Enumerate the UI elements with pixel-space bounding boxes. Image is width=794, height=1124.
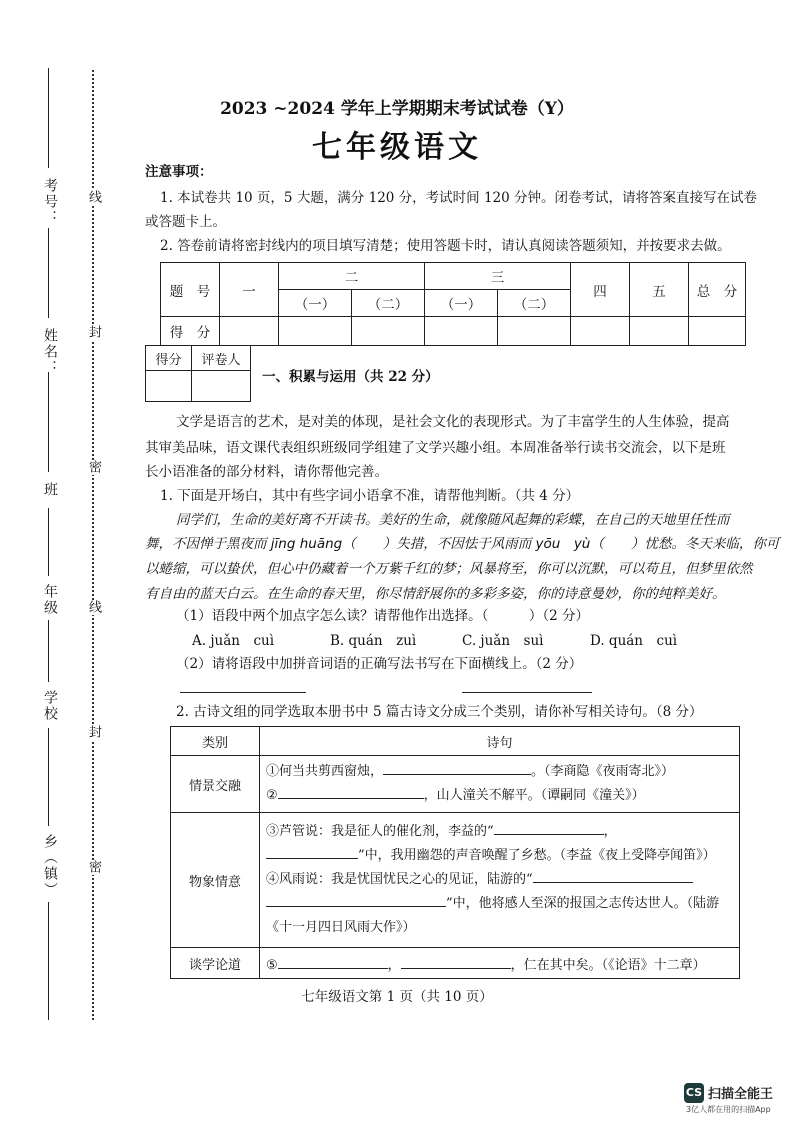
intro-line: 长小语准备的部分材料，请你帮他完善。 — [145, 464, 388, 480]
poem-source: ”中，他将感人至深的报国之志传达世人。（陆游 — [446, 896, 720, 911]
section-title: 一、积累与运用（共 22 分） — [262, 369, 439, 385]
note-item: 2. 答卷前请将密封线内的项目填写清楚；使用答题卡时，请认真阅读答题须知，并按要求去做。 — [160, 238, 731, 254]
category-cell: 情景交融 — [171, 756, 260, 813]
seal-char: 线 — [86, 600, 101, 615]
grader-reviewer-label: 评卷人 — [192, 346, 251, 371]
poem-source: ，山人潼关不解平。（谭嗣同《潼关》） — [423, 788, 645, 803]
score-cell[interactable] — [689, 317, 746, 346]
poem-source: ”中，我用幽怨的声音唤醒了乡愁。（李益《夜上受降亭闻笛》） — [358, 848, 716, 863]
seal-char: 封 — [86, 725, 101, 740]
score-cell[interactable] — [279, 317, 352, 346]
passage-line: 舞，不因惮于黑夜而 jīng huāng（ ）失措，不因怯于风雨而 yōu yù（ ）忧愁。冬天来临，你可 — [145, 536, 780, 552]
township-label: 乡（镇） — [42, 834, 58, 898]
fill-blank[interactable] — [266, 844, 358, 859]
seal-char: 线 — [86, 190, 101, 205]
passage-line: 有自由的蓝天白云。在生命的春天里，你尽情舒展你的多彩多姿，你的诗意曼妙，你的纯粹美好。 — [145, 586, 726, 602]
sub-col: （二） — [352, 290, 425, 317]
grader-score-cell[interactable] — [146, 371, 192, 402]
poem-line: ③芦管说：我是征人的催化剂，李益的“ — [266, 824, 494, 839]
intro-line: 其审美品味，语文课代表组织班级同学组建了文学兴趣小组。本周准备举行读书交流会，以下是班 — [145, 440, 726, 456]
answer-line[interactable] — [462, 692, 592, 693]
category-header: 类别 — [171, 727, 260, 756]
seal-char: 密 — [86, 860, 101, 875]
fill-blank[interactable] — [494, 820, 604, 835]
option-a[interactable]: A. juǎn cuì — [192, 633, 275, 649]
category-cell: 谈学论道 — [171, 948, 260, 979]
question-number-header: 题 号 — [161, 263, 220, 317]
passage-line: 同学们，生命的美好离不开读书。美好的生命，就像随风起舞的彩蝶，在自己的天地里任性而 — [176, 512, 730, 528]
exam-title: 七年级语文 — [312, 130, 482, 165]
answer-line[interactable] — [180, 692, 306, 693]
col-one: 一 — [220, 263, 279, 317]
poem-line: ④风雨说：我是忧国忧民之心的见证，陆游的“ — [266, 872, 533, 887]
fill-blank[interactable] — [278, 784, 424, 799]
fill-blank[interactable] — [266, 892, 446, 907]
score-cell[interactable] — [571, 317, 630, 346]
class-label: 班 — [42, 482, 58, 498]
score-cell[interactable] — [425, 317, 498, 346]
col-four: 四 — [571, 263, 630, 317]
poem-line: ①何当共剪西窗烛， — [266, 764, 384, 779]
binding-line — [48, 372, 49, 472]
binding-line — [48, 508, 49, 576]
note-item: 1. 本试卷共 10 页，5 大题，满分 120 分，考试时间 120 分钟。闭卷考试，请将答案直接写在试卷 — [160, 190, 758, 206]
poem-line: ⑤ — [266, 957, 278, 973]
option-d[interactable]: D. quán cuì — [590, 633, 678, 649]
binding-line — [48, 620, 49, 682]
question-2: 2. 古诗文组的同学选取本册书中 5 篇古诗文分成三个类别，请你补写相关诗句。（8 分） — [176, 704, 703, 720]
question-1-2: （2）请将语段中加拼音词语的正确写法书写在下面横线上。（2 分） — [176, 656, 583, 672]
question-1-1: （1）语段中两个加点字怎么读？请帮他作出选择。（ ）（2 分） — [176, 608, 589, 624]
seal-char: 封 — [86, 325, 101, 340]
poem-punct: ， — [387, 957, 401, 973]
sub-col: （一） — [425, 290, 498, 317]
poem-punct: ， — [603, 824, 617, 839]
col-two: 二 — [279, 263, 425, 290]
notes-heading: 注意事项： — [145, 164, 213, 180]
scanner-tagline: 3亿人都在用的扫描App — [686, 1105, 771, 1114]
fill-blank[interactable] — [401, 954, 511, 969]
binding-line — [48, 228, 49, 318]
score-cell[interactable] — [630, 317, 689, 346]
page-footer: 七年级语文第 1 页（共 10 页） — [301, 989, 493, 1005]
note-item: 或答题卡上。 — [145, 214, 226, 230]
option-b[interactable]: B. quán zuì — [330, 633, 417, 649]
poem-source: 《十一月四日风雨大作》） — [266, 920, 416, 935]
grader-box — [145, 345, 251, 402]
option-c[interactable]: C. juǎn suì — [462, 633, 544, 649]
seal-dotted-line — [92, 70, 94, 1020]
score-table — [160, 262, 746, 346]
category-cell: 物象情意 — [171, 813, 260, 948]
col-total: 总 分 — [689, 263, 746, 317]
exam-number-label: 考号： — [42, 178, 58, 226]
sub-col: （二） — [498, 290, 571, 317]
poem-line: ② — [266, 788, 278, 803]
intro-line: 文学是语言的艺术，是对美的体现，是社会文化的表现形式。为了丰富学生的人生体验，提高 — [176, 414, 730, 430]
col-three: 三 — [425, 263, 571, 290]
score-cell[interactable] — [498, 317, 571, 346]
score-cell[interactable] — [352, 317, 425, 346]
fill-blank[interactable] — [278, 954, 388, 969]
score-cell[interactable] — [220, 317, 279, 346]
sub-col: （一） — [279, 290, 352, 317]
col-five: 五 — [630, 263, 689, 317]
poem-source: 。（李商隐《夜雨寄北》） — [531, 764, 675, 779]
name-label: 姓名： — [42, 328, 58, 376]
poem-table — [170, 726, 740, 979]
score-row-label: 得 分 — [161, 317, 220, 346]
poem-header: 诗句 — [260, 727, 740, 756]
binding-line — [48, 728, 49, 826]
question-1: 1. 下面是开场白，其中有些字词小语拿不准，请帮他判断。（共 4 分） — [160, 488, 580, 504]
fill-blank[interactable] — [383, 760, 531, 775]
poem-source: ，仁在其中矣。（《论语》十二章） — [510, 957, 706, 973]
exam-subtitle: 2023 ~2024 学年上学期期末考试试卷（Y） — [220, 99, 574, 119]
school-label: 学校 — [42, 690, 58, 722]
grader-score-label: 得分 — [146, 346, 192, 371]
scanner-logo: CS — [684, 1083, 704, 1103]
seal-char: 密 — [86, 460, 101, 475]
scanner-brand: 扫描全能王 — [708, 1087, 774, 1102]
grader-reviewer-cell[interactable] — [192, 371, 251, 402]
grade-label: 年级 — [42, 584, 58, 616]
passage-line: 以蜷缩，可以蛰伏，但心中仍藏着一个万紫千红的梦；风暴将至，你可以沉默，可以苟且，但梦里依然 — [145, 561, 753, 577]
fill-blank[interactable] — [533, 868, 693, 883]
